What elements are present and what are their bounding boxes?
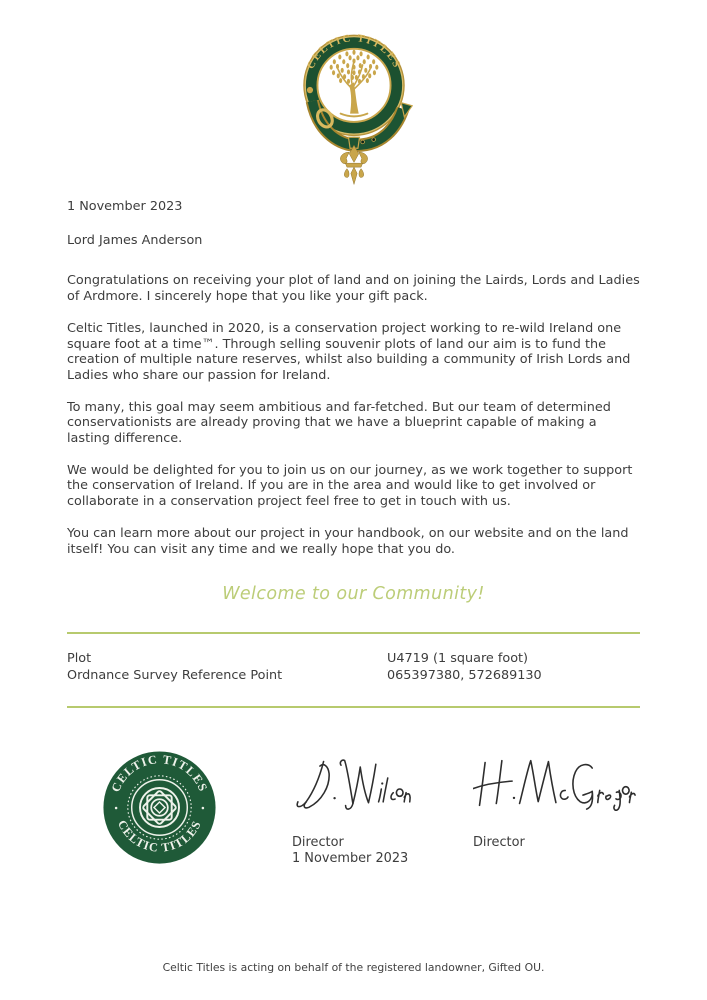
signatory-title: Director [292, 835, 344, 850]
celtic-titles-stamp-logo [101, 749, 218, 870]
letter-paragraph: Celtic Titles, launched in 2020, is a conservation project working to re-wild Ireland one square foot at a time™. Through selling souvenir plots of land our aim is to fund the creation of multiple nature reserves, whilst also building a community of Irish Lords and Ladies who share our passion for Ireland. [67, 320, 631, 383]
letter-paragraph: Congratulations on receiving your plot of land and on joining the Lairds, Lords and Ladies of Ardmore. I sincerely hope that you like your gift pack. [67, 273, 640, 305]
plot-label: Plot [67, 651, 92, 666]
signatory-dwilson [292, 756, 462, 867]
hmcgregor-signature [473, 755, 636, 811]
letter-paragraph: To many, this goal may seem ambitious and far-fetched. But our team of determined conservationists are already proving that we have a blueprint capable of making a lasting difference. [67, 399, 611, 447]
signatory-hmcgregor [473, 755, 648, 851]
divider-line [67, 632, 640, 634]
letter-date: 1 November 2023 [67, 199, 183, 214]
divider-line [67, 706, 640, 708]
letter-paragraph: We would be delighted for you to join us on our journey, as we work together to support the conservation of Ireland. If you are in the area and would like to get involved or collaborate in a conservation project feel free to get in touch with us. [67, 462, 633, 510]
letter-paragraph: You can learn more about our project in your handbook, on our website and on the land itself! You can visit any time and we really hope that you do. [67, 525, 629, 557]
celtic-titles-crest-logo [295, 24, 413, 190]
os-reference-label: Ordnance Survey Reference Point [67, 667, 283, 683]
plot-value: U4719 (1 square foot) [387, 651, 529, 666]
stamp-bottom-text: CELTIC TITLES [114, 817, 204, 855]
stamp-icon [101, 749, 218, 866]
signatory-date: 1 November 2023 [292, 851, 409, 866]
footer-disclaimer: Celtic Titles is acting on behalf of the registered landowner, Gifted OU. [162, 961, 545, 974]
letter-recipient: Lord James Anderson [67, 232, 203, 248]
welcome-message: Welcome to our Community! [222, 584, 485, 604]
crest-brand-text: CELTIC TITLES [304, 33, 403, 71]
os-reference-value: 065397380, 572689130 [387, 667, 542, 683]
dwilson-signature [292, 756, 412, 811]
letter-body [67, 199, 642, 573]
plot-row [67, 668, 640, 685]
plot-row [67, 651, 640, 668]
plot-details [67, 651, 640, 684]
crest-icon [295, 24, 413, 186]
stamp-top-text: CELTIC TITLES [108, 752, 211, 795]
signatory-title: Director [473, 835, 525, 850]
